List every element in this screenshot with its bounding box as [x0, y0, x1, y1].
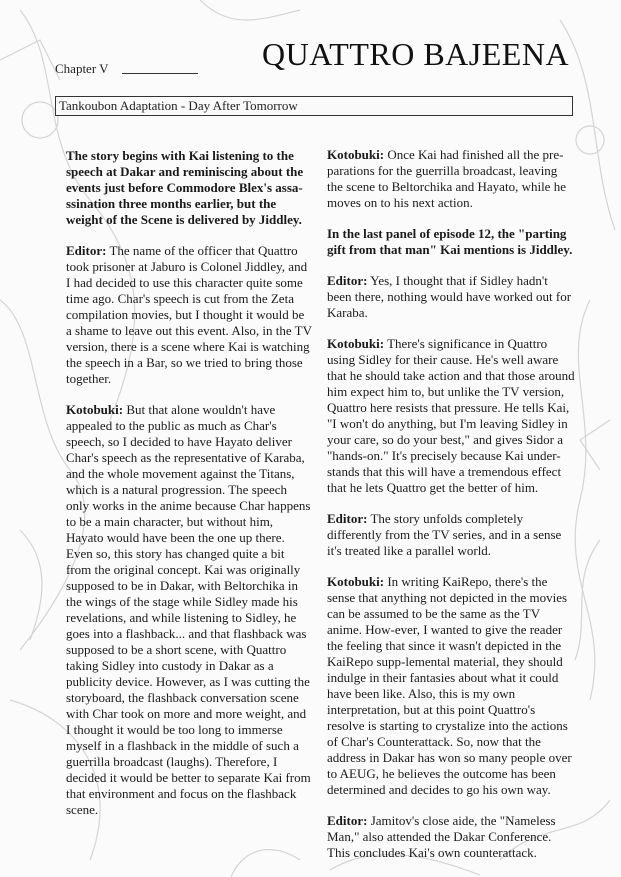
entry-text: Once Kai had finished all the pre-parations for the guerrilla broadcast, leaving the scene to Beltorchika and Hayato, while he moves on to his next action.	[327, 147, 566, 210]
entry-text: Yes, I thought that if Sidley hadn't been there, nothing would have worked out for Karaba.	[327, 273, 572, 320]
chapter-underline	[122, 73, 198, 74]
subtitle: Tankoubon Adaptation - Day After Tomorrow	[59, 98, 298, 113]
speaker-label: Kotobuki:	[66, 402, 124, 417]
interview-entry	[66, 243, 312, 387]
speaker-label: Kotobuki:	[327, 574, 385, 589]
interview-entry	[327, 813, 575, 861]
entry-text: There's significance in Quattro using Sidley for their cause. He's well aware that he should take action and that those around him expect him to, but unlike the TV version, Quattro here resists that pressure. He tells Kai, "I won't do anything, but I'm leaving Sidley in your care, so do your best," and gives Sidor a "hands-on." It's precisely because Kai under-stands that this will have a tremendous effect that he lets Quattro get the better of him.	[327, 336, 575, 495]
interview-entry	[66, 402, 312, 818]
speaker-label: Editor:	[327, 813, 368, 828]
interview-entry	[327, 574, 575, 798]
entry-text: The name of the officer that Quattro took prisoner at Jaburo is Colonel Jiddley, and I had decided to use this character quite some time ago. Char's speech is cut from the Zeta compilation movies, but I thought it would be a shame to leave out this event. Also, in the TV version, there is a scene where Kai is watching the speech in a Bar, so we tried to bring those together.	[66, 243, 312, 386]
entry-text: The story unfolds completely differently from the TV series, and in a sense it's treated like a parallel world.	[327, 511, 562, 558]
subtitle-box	[55, 96, 573, 116]
entry-text: But that alone wouldn't have appealed to the public as much as Char's speech, so I decided to have Hayato deliver Char's speech as the representative of Karaba, and the whole movement against the Titans, which is a natural progression. The speech only works in the anime because Char happens to be a main character, but without him, Hayato would have been the one up there. Even so, this story has changed quite a bit from the original concept. Kai was originally supposed to be in Dakar, with Beltorchika in the wings of the stage while Sidley made his revelations, and while listening to Sidley, he goes into a flashback... and that flashback was supposed to be a short scene, with Quattro taking Sidley into custody in Dakar as a publicity device. However, as I was cutting the storyboard, the flashback conversation scene with Char took on more and more weight, and I thought it would be too long to immerse myself in a flashback in the middle of such a guerrilla broadcast (laughs). Therefore, I decided it would be better to separate Kai from that environment and focus on the flashback scene.	[66, 402, 311, 817]
speaker-label: Kotobuki:	[327, 336, 385, 351]
chapter-label: Chapter V	[55, 61, 109, 76]
speaker-label: Editor:	[327, 511, 368, 526]
entry-text: Jamitov's close aide, the "Nameless Man," also attended the Dakar Conference. This concludes Kai's own counterattack.	[327, 813, 556, 860]
interview-entry	[327, 336, 575, 496]
interview-entry	[327, 273, 575, 321]
speaker-label: Kotobuki:	[327, 147, 385, 162]
speaker-label: Editor:	[327, 273, 368, 288]
speaker-label: Editor:	[66, 243, 107, 258]
question-paragraph: In the last panel of episode 12, the "parting gift from that man" Kai mentions is Jiddley.	[327, 226, 573, 257]
right-column	[327, 147, 575, 876]
intro-paragraph: The story begins with Kai listening to the speech at Dakar and reminiscing about the events just before Commodore Blex's assa-ssination three months earlier, but the weight of the Scene is delivered by Jiddley.	[66, 148, 304, 227]
page-title: QUATTRO BAJEENA	[262, 36, 570, 72]
entry-text: In writing KaiRepo, there's the sense that anything not depicted in the movies can be assumed to be the same as the TV anime. How-ever, I wanted to give the reader the feeling that since it wasn't depicted in the KaiRepo supp-lemental material, they should indulge in their fantasies about what it could have been like. Also, this is my own interpretation, but at this point Quattro's resolve is starting to crystalize into the actions of Char's Counterattack. So, now that the address in Dakar has won so many people over to AEUG, he believes the outcome has been determined and decides to go his own way.	[327, 574, 572, 797]
interview-entry	[327, 147, 575, 211]
left-column	[66, 148, 312, 833]
interview-entry	[327, 511, 575, 559]
